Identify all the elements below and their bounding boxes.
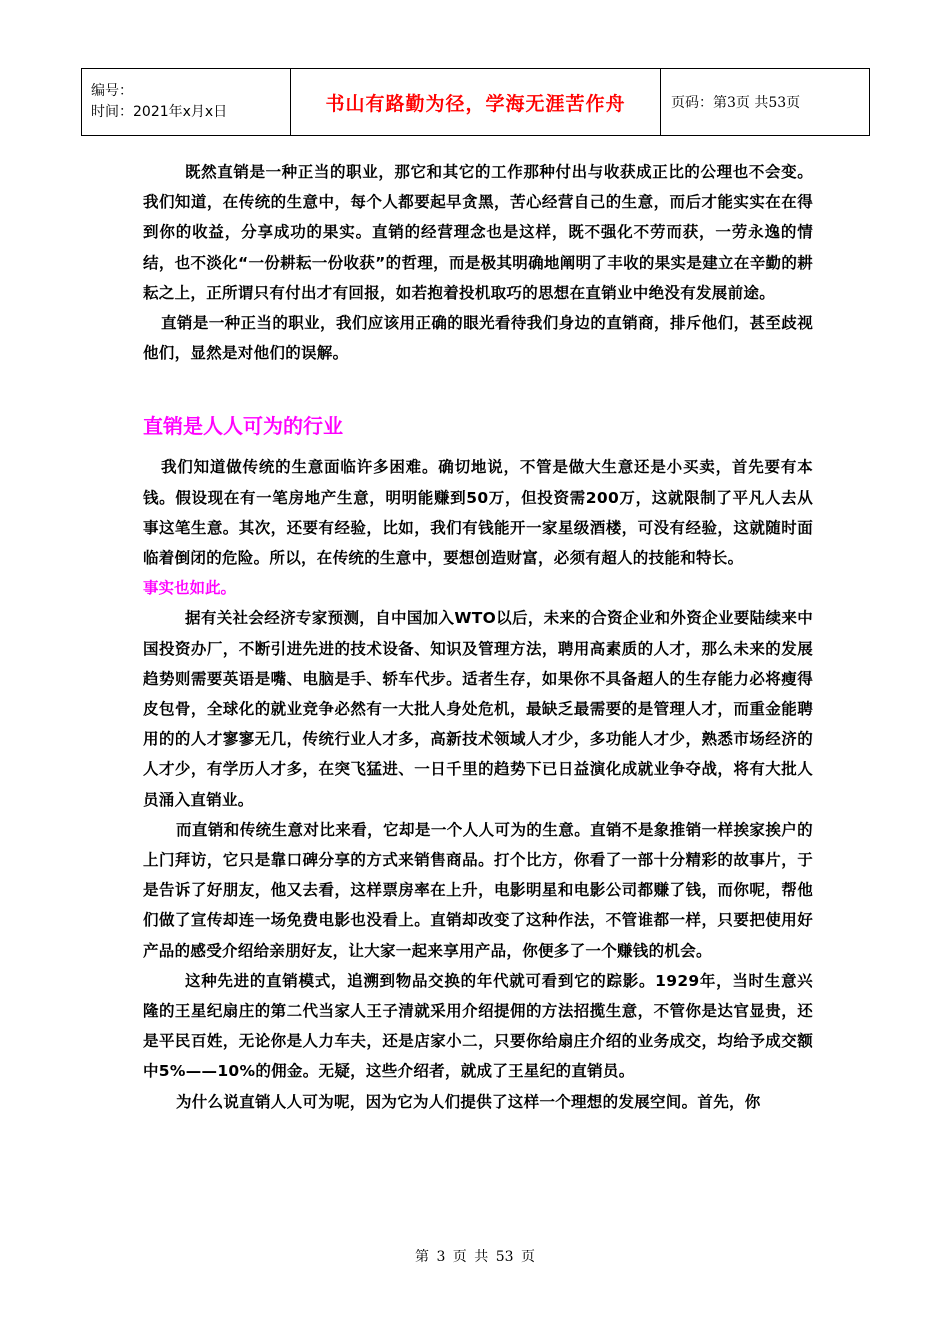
document-date: 时间：2021年x月x日 bbox=[91, 104, 228, 120]
header-meta-cell bbox=[82, 69, 291, 136]
paragraph-2: 直销是一种正当的职业，我们应该用正确的眼光看待我们身边的直销商，排斥他们，甚至歧视他们，显然是对他们的误解。 bbox=[143, 314, 813, 363]
section-heading: 直销是人人可为的行业 bbox=[143, 414, 343, 439]
paragraph-6: 这种先进的直销模式，追溯到物品交换的年代就可看到它的踪影。1929年，当时生意兴隆的王星纪扇庄的第二代当家人王子清就采用介绍提佣的方法招揽生意，不管你是达官显贵，还是平民百姓，无论你是人力车夫，还是店家小二，只要你给扇庄介绍的业务成交，均给予成交额中5%——10%的佣金。无疑，这些介绍者，就成了王星纪的直销员。 bbox=[143, 971, 813, 1081]
document-number-label: 编号： bbox=[91, 83, 133, 99]
paragraph-7: 为什么说直销人人可为呢，因为它为人们提供了这样一个理想的发展空间。首先，你 bbox=[176, 1092, 761, 1111]
document-body bbox=[143, 157, 813, 1117]
paragraph-1: 既然直销是一种正当的职业，那它和其它的工作那种付出与收获成正比的公理也不会变。我们知道，在传统的生意中，每个人都要起早贪黑，苦心经营自己的生意，而后才能实实在在得到你的收益，分享成功的果实。直销的经营理念也是这样，既不强化不劳而获，一劳永逸的情结，也不淡化“一份耕耘一份收获”的哲理，而是极其明确地阐明了丰收的果实是建立在辛勤的耕耘之上，正所谓只有付出才有回报，如若抱着投机取巧的思想在直销业中绝没有发展前途。 bbox=[143, 163, 813, 302]
paragraph-3: 我们知道做传统的生意面临许多困难。确切地说，不管是做大生意还是小买卖，首先要有本钱。假设现在有一笔房地产生意，明明能赚到50万，但投资需200万，这就限制了平凡人去从事这笔生意。其次，还要有经验，比如，我们有钱能开一家星级酒楼，可没有经验，这就随时面临着倒闭的危险。所以，在传统的生意中，要想创造财富，必须有超人的技能和特长。 bbox=[143, 458, 813, 568]
document-header bbox=[81, 68, 870, 136]
paragraph-4: 据有关社会经济专家预测，自中国加入WTO以后，未来的合资企业和外资企业要陆续来中国投资办厂，不断引进先进的技术设备、知识及管理方法，聘用高素质的人才，那么未来的发展趋势则需要英语是嘴、电脑是手、轿车代步。适者生存，如果你不具备超人的生存能力必将瘦得皮包骨，全球化的就业竞争必然有一大批人身处危机，最缺乏最需要的是管理人才，而重金能聘用的的人才寥寥无几，传统行业人才多，高新技术领域人才少，多功能人才少，熟悉市场经济的人才少，有学历人才多，在突飞猛进、一日千里的趋势下已日益演化成就业争夺战，将有大批人员涌入直销业。 bbox=[143, 609, 813, 809]
header-page-number: 页码：第3页 共53页 bbox=[661, 69, 870, 136]
header-motto: 书山有路勤为径，学海无涯苦作舟 bbox=[291, 69, 661, 136]
page-footer: 第 3 页 共 53 页 bbox=[415, 1249, 535, 1265]
paragraph-5: 而直销和传统生意对比来看，它却是一个人人可为的生意。直销不是象推销一样挨家挨户的上门拜访，它只是靠口碑分享的方式来销售商品。打个比方，你看了一部十分精彩的故事片，于是告诉了好朋友，他又去看，这样票房率在上升，电影明星和电影公司都赚了钱，而你呢，帮他们做了宣传却连一场免费电影也没看上。直销却改变了这种作法，不管谁都一样，只要把使用好产品的感受介绍给亲朋好友，让大家一起来享用产品，你便多了一个赚钱的机会。 bbox=[143, 820, 813, 960]
highlight-line: 事实也如此。 bbox=[143, 579, 237, 598]
